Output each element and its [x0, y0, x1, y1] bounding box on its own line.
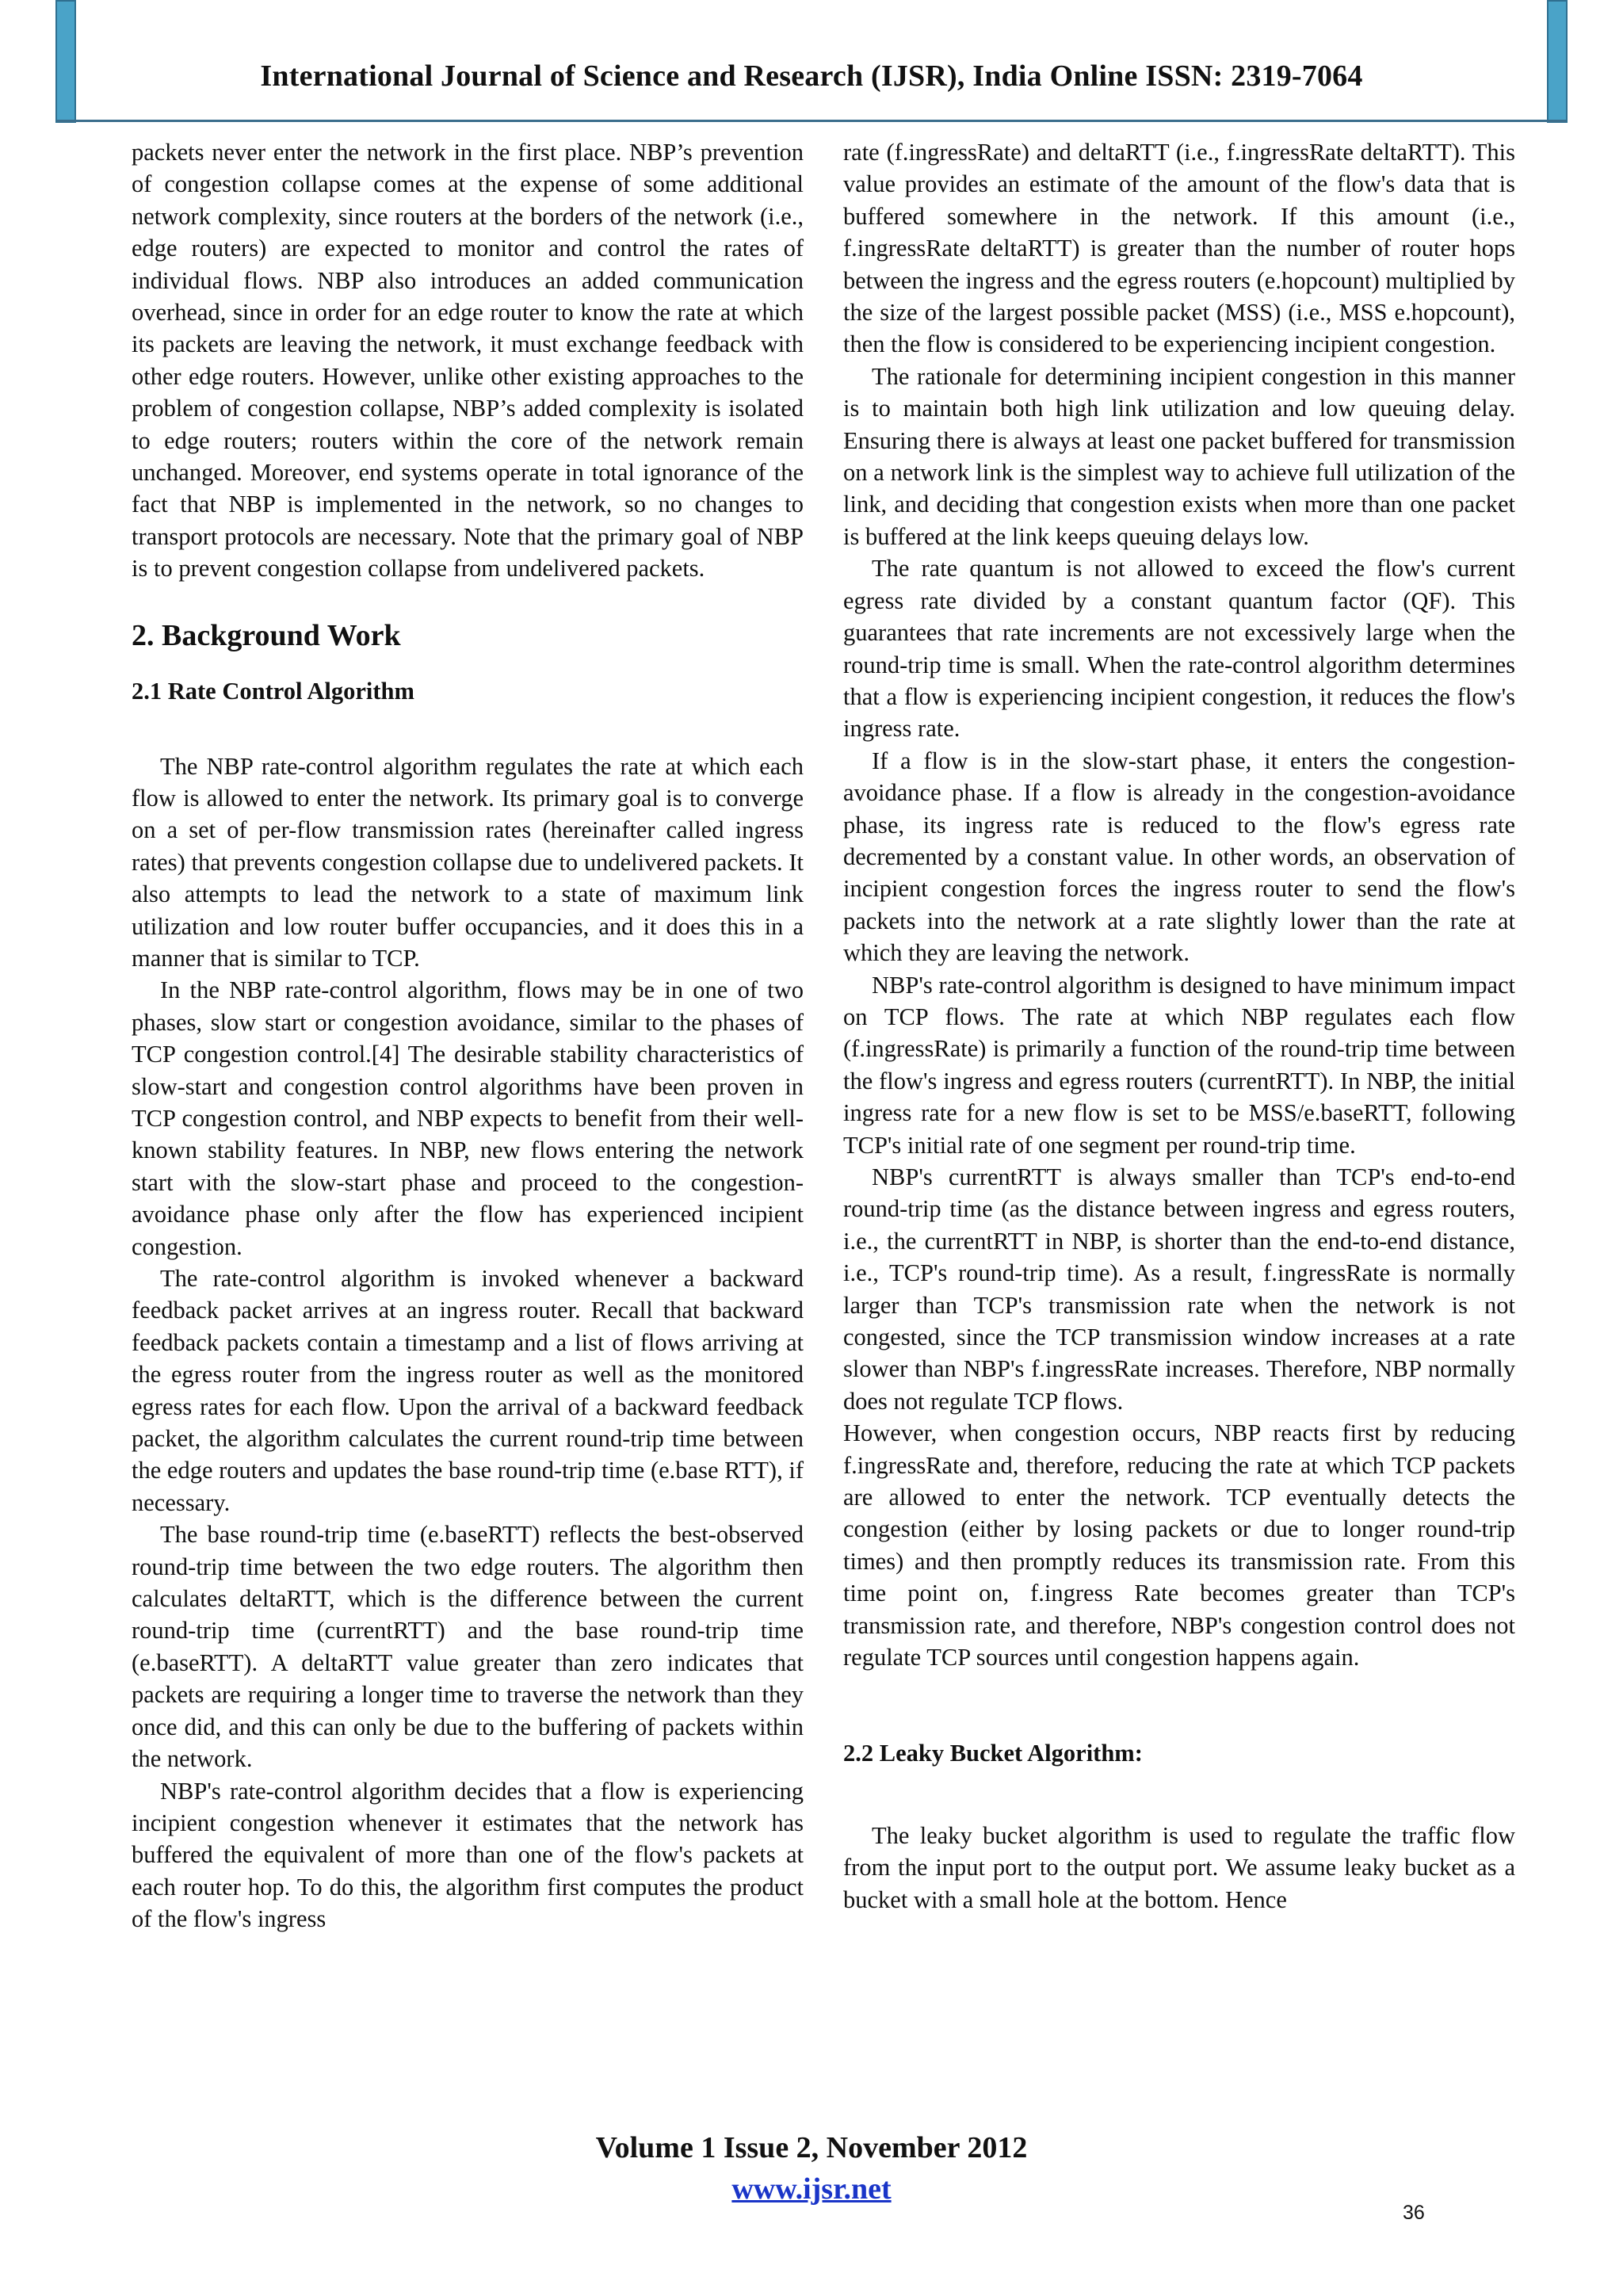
paragraph: The rate quantum is not allowed to exceed the flow's current egress rate divided by a constant quantum factor (QF). This guarantees that rate increments are not excessively large when the round-trip time is small. When the rate-control algorithm determines that a flow is experiencing incipient congestion, it reduces the flow's ingress rate.	[843, 555, 1515, 743]
paragraph: The leaky bucket algorithm is used to regulate the traffic flow from the input port to the output port. We assume leaky bucket as a bucket with a small hole at the bottom. Hence	[843, 1821, 1515, 1913]
paragraph: However, when congestion occurs, NBP reacts first by reducing f.ingressRate and, therefore, reducing the rate at which TCP packets are allowed to enter the network. TCP eventually detects the congestion (either by losing packets or due to longer round-trip times) and then promptly reduces its transmission rate. From this time point on, f.ingress Rate becomes greater than TCP's transmission rate, and therefore, NBP's congestion control does not regulate TCP sources until congestion happens again.	[843, 1419, 1515, 1671]
paragraph: The rationale for determining incipient congestion in this manner is to maintain both high link utilization and low queuing delay. Ensuring there is always at least one packet buffered for transmission on a network link is the simplest way to achieve full utilization of the link, and deciding that congestion exists when more than one packet is buffered at the link keeps queuing delays low.	[843, 362, 1515, 550]
paragraph: The rate-control algorithm is invoked whenever a backward feedback packet arrives at an ingress router. Recall that backward feedback packets contain a timestamp and a list of flows arriving at the egress router from the ingress router as well as the monitored egress rates for each flow. Upon the arrival of a backward feedback packet, the algorithm calculates the current round-trip time between the edge routers and updates the base round-trip time (e.base RTT), if necessary.	[132, 1265, 804, 1516]
header-rule	[57, 120, 1566, 122]
paragraph: In the NBP rate-control algorithm, flows may be in one of two phases, slow start or congestion avoidance, similar to the phases of TCP congestion control.[4] The desirable stability characteristics of slow-start and congestion control algorithms have been proven in TCP congestion control, and NBP expects to benefit from their well-known stability features. In NBP, new flows entering the network start with the slow-start phase and proceed to the congestion-avoidance phase only after the flow has experienced incipient congestion.	[132, 976, 804, 1260]
paragraph: NBP's currentRTT is always smaller than TCP's end-to-end round-trip time (as the distance between ingress and egress routers, i.e., the currentRTT in NBP, is shorter than the end-to-end distance, i.e., TCP's round-trip time). As a result, f.ingressRate is normally larger than TCP's transmission rate when the network is not congested, since the TCP transmission window increases at a rate slower than NBP's f.ingressRate increases. Therefore, NBP normally does not regulate TCP flows.	[843, 1163, 1515, 1415]
footer-volume: Volume 1 Issue 2, November 2012	[595, 2131, 1028, 2164]
left-column	[132, 136, 804, 1935]
paragraph: rate (f.ingressRate) and deltaRTT (i.e., f.ingressRate deltaRTT). This value provides an estimate of the amount of the flow's data that is buffered somewhere in the network. If this amount (i.e., f.ingressRate deltaRTT) is greater than the number of router hops between the ingress and the egress routers (e.hopcount) multiplied by the size of the largest possible packet (MSS) (i.e., MSS e.hopcount), then the flow is considered to be experiencing incipient congestion.	[843, 139, 1515, 358]
paragraph: The base round-trip time (e.baseRTT) reflects the best-observed round-trip time between the two edge routers. The algorithm then calculates deltaRTT, which is the difference between the current round-trip time (currentRTT) and the base round-trip time (e.baseRTT). A deltaRTT value greater than zero indicates that packets are requiring a longer time to traverse the network than they once did, and this can only be due to the buffering of packets within the network.	[132, 1521, 804, 1773]
footer-url-link[interactable]: www.ijsr.net	[731, 2172, 892, 2206]
paragraph: The NBP rate-control algorithm regulates the rate at which each flow is allowed to enter the network. Its primary goal is to converge on a set of per-flow transmission rates (hereinafter called ingress rates) that prevents congestion collapse due to undelivered packets. It also attempts to lead the network to a state of maximum link utilization and low router buffer occupancies, and it does this in a manner that is similar to TCP.	[132, 752, 804, 972]
paragraph: NBP's rate-control algorithm is designed to have minimum impact on TCP flows. The rate at which NBP regulates each flow (f.ingressRate) is primarily a function of the round-trip time between the flow's ingress and egress routers (currentRTT). In NBP, the initial ingress rate for a new flow is set to be MSS/e.baseRTT, following TCP's initial rate of one segment per round-trip time.	[843, 971, 1515, 1159]
paragraph: If a flow is in the slow-start phase, it enters the congestion-avoidance phase. If a flow is already in the congestion-avoidance phase, its ingress rate is reduced to the flow's egress rate decremented by a constant value. In other words, an observation of incipient congestion forces the ingress router to send the flow's packets into the network at a rate slightly lower than the rate at which they are leaving the network.	[843, 747, 1515, 967]
header-tab-left	[55, 0, 76, 123]
page-number: 36	[1403, 2202, 1425, 2224]
section-heading: 2. Background Work	[132, 618, 401, 652]
subsection-heading-rate-control: 2.1 Rate Control Algorithm	[132, 678, 414, 705]
intro-paragraph: packets never enter the network in the first place. NBP’s prevention of congestion collapse comes at the expense of some additional network complexity, since routers at the borders of the network (i.e., edge routers) are expected to monitor and control the rates of individual flows. NBP also introduces an added communication overhead, since in order for an edge router to know the rate at which its packets are leaving the network, it must exchange feedback with other edge routers. However, unlike other existing approaches to the problem of congestion collapse, NBP’s added complexity is isolated to edge routers; routers within the core of the network remain unchanged. Moreover, end systems operate in total ignorance of the fact that NBP is implemented in the network, so no changes to transport protocols are necessary. Note that the primary goal of NBP is to prevent congestion collapse from undelivered packets.	[132, 139, 804, 583]
subsection-heading-leaky-bucket: 2.2 Leaky Bucket Algorithm:	[843, 1739, 1143, 1767]
journal-title: International Journal of Science and Research (IJSR), India Online ISSN: 2319-7064	[260, 59, 1363, 93]
paragraph: NBP's rate-control algorithm decides that a flow is experiencing incipient congestion whenever it estimates that the network has buffered the equivalent of more than one of the flow's packets at each router hop. To do this, the algorithm first computes the product of the flow's ingress	[132, 1777, 804, 1933]
header-tab-right	[1547, 0, 1568, 123]
right-column	[843, 136, 1515, 1916]
